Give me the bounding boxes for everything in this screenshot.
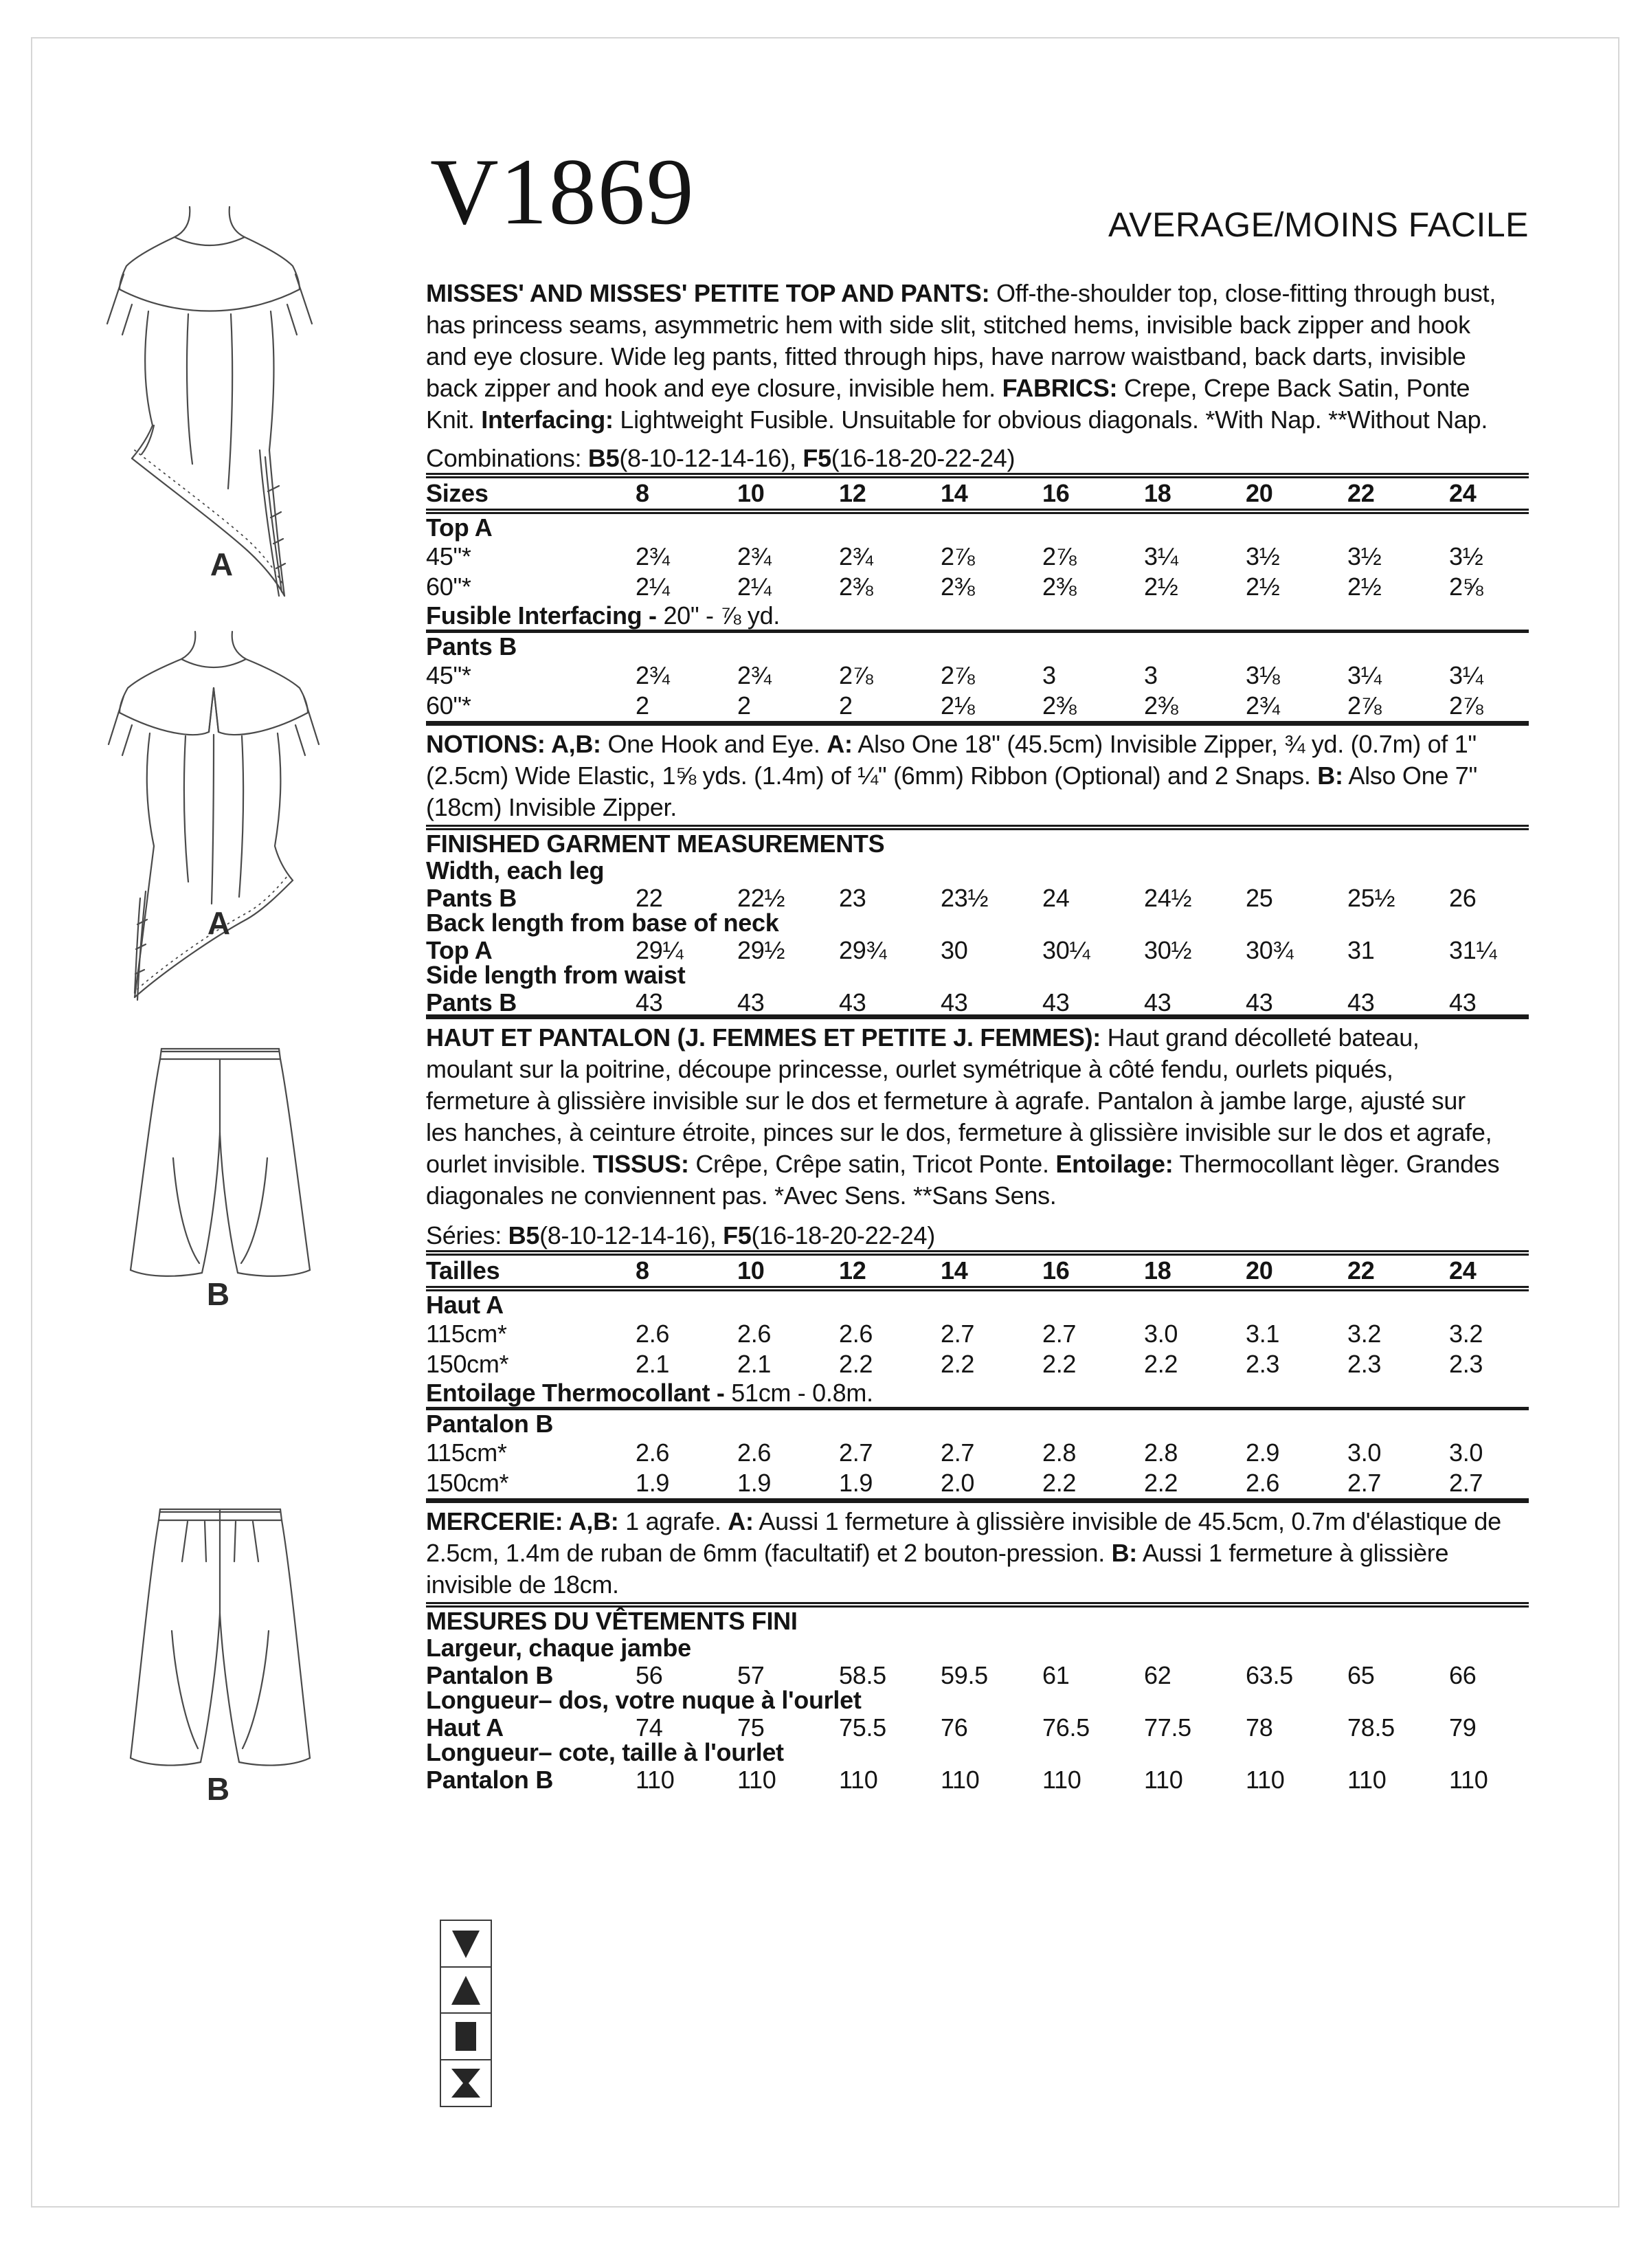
measurement-value: 63.5: [1246, 1661, 1293, 1689]
yardage-row: [426, 1319, 1529, 1349]
symbol-box: [440, 2059, 492, 2107]
size-header-cell: 24: [1449, 479, 1477, 507]
measurement-row-label: Top A: [426, 936, 493, 964]
finished-section: [426, 910, 1529, 962]
yardage-cell: 2.3: [1246, 1350, 1280, 1378]
yardage-cell: 150cm*: [426, 1350, 509, 1378]
figure-type-symbols: [440, 1920, 492, 2107]
view-label-pants-front: B: [206, 1276, 231, 1312]
rectangle-icon: [450, 2021, 482, 2052]
measurement-row-label: Pantalon B: [426, 1661, 554, 1689]
measurement-value: 110: [1246, 1766, 1285, 1794]
measurement-label: Width, each leg: [426, 856, 605, 885]
yardage-cell: 2.0: [941, 1469, 975, 1497]
size-header-cell: 10: [737, 1256, 765, 1285]
size-header-cell: 22: [1347, 479, 1375, 507]
finished-measurements-sections: [426, 858, 1529, 1014]
yardage-cell: 2.6: [839, 1320, 873, 1348]
measurement-label: Longueur– dos, votre nuque à l'ourlet: [426, 1686, 862, 1714]
size-header-cell: Sizes: [426, 479, 489, 507]
measurement-value: 29½: [737, 936, 785, 964]
measurement-value: 31¼: [1449, 936, 1497, 964]
measurement-value: 43: [1449, 988, 1477, 1016]
pants-b-back-illustration: [122, 1504, 318, 1773]
measurement-value: 65: [1347, 1661, 1375, 1689]
symbol-box: [440, 1966, 492, 2014]
measurement-value: 76: [941, 1713, 968, 1742]
measurement-value: 43: [636, 988, 663, 1016]
size-header-cell: 8: [636, 1256, 649, 1285]
divider-rule: [426, 1498, 1529, 1503]
finished-section: [426, 962, 1529, 1014]
yardage-cell: 2⅛: [941, 691, 975, 720]
measurement-value: 75.5: [839, 1713, 886, 1742]
yardage-cell: 2¾: [1246, 691, 1280, 720]
section-title-pantalon-b: Pantalon B: [426, 1410, 554, 1438]
yardage-cell: 3.0: [1144, 1320, 1178, 1348]
pantalon-b-yardage-rows: [426, 1438, 1529, 1498]
measurement-value: 23: [839, 884, 866, 912]
yardage-cell: 2.2: [941, 1350, 975, 1378]
yardage-cell: 3¼: [1449, 661, 1483, 689]
divider-rule: [426, 509, 1529, 514]
yardage-row: [426, 1468, 1529, 1498]
measurement-value: 66: [1449, 1661, 1477, 1689]
triangle-down-icon: [450, 1928, 482, 1959]
yardage-cell: 1.9: [839, 1469, 873, 1497]
measurement-value: 43: [941, 988, 968, 1016]
measurement-value: 43: [839, 988, 866, 1016]
yardage-cell: 2½: [1144, 572, 1178, 601]
size-header-cell: 16: [1042, 479, 1070, 507]
yardage-cell: 2⅞: [1042, 542, 1077, 570]
measurement-row-label: Haut A: [426, 1713, 504, 1742]
size-header-cell: 18: [1144, 479, 1171, 507]
section-title-haut-a: Haut A: [426, 1291, 504, 1319]
yardage-cell: 115cm*: [426, 1320, 507, 1348]
finished-measurements-title: FINISHED GARMENT MEASUREMENTS: [426, 830, 885, 858]
measurement-value: 26: [1449, 884, 1477, 912]
section-title-pants-b: Pants B: [426, 632, 517, 660]
measurement-row-label: Pants B: [426, 988, 517, 1016]
measurement-value: 62: [1144, 1661, 1171, 1689]
view-label-pants-back: B: [206, 1771, 231, 1807]
yardage-cell: 2⅞: [1449, 691, 1483, 720]
yardage-cell: 2¼: [636, 572, 670, 601]
yardage-row: [426, 1438, 1529, 1468]
yardage-cell: 2.2: [1144, 1350, 1178, 1378]
yardage-row: [426, 660, 1529, 691]
measurement-label: Largeur, chaque jambe: [426, 1634, 691, 1662]
yardage-cell: 3.2: [1347, 1320, 1382, 1348]
haut-a-yardage-rows: [426, 1319, 1529, 1379]
interfacing-note: Fusible Interfacing - 20" - ⅞ yd.: [426, 601, 781, 630]
measurement-row-label: Pantalon B: [426, 1766, 554, 1794]
yardage-cell: 2.6: [636, 1320, 670, 1348]
pants-b-front-illustration: [122, 1045, 318, 1282]
yardage-cell: 2.3: [1347, 1350, 1382, 1378]
measurement-value: 110: [1144, 1766, 1183, 1794]
divider-rule: [426, 1250, 1529, 1256]
difficulty-level: AVERAGE/MOINS FACILE: [1108, 205, 1529, 244]
measurement-value: 23½: [941, 884, 989, 912]
measurement-row: [426, 988, 1529, 1014]
yardage-cell: 60"*: [426, 691, 471, 720]
yardage-cell: 2.8: [1042, 1438, 1077, 1467]
yardage-cell: 2¾: [636, 661, 670, 689]
measurement-value: 57: [737, 1661, 765, 1689]
yardage-cell: 2¾: [737, 542, 772, 570]
yardage-cell: 45"*: [426, 542, 471, 570]
yardage-cell: 3½: [1246, 542, 1280, 570]
sizes-header-row: [426, 478, 1529, 509]
view-label-top-front: A: [210, 546, 234, 582]
text-column: [426, 278, 1529, 1792]
yardage-cell: 2: [839, 691, 853, 720]
divider-rule: [426, 721, 1529, 726]
entoilage-note: Entoilage Thermocollant - 51cm - 0.8m.: [426, 1379, 873, 1407]
yardage-cell: 3¼: [1144, 542, 1178, 570]
tailles-header-row: [426, 1256, 1529, 1286]
yardage-cell: 2.6: [636, 1438, 670, 1467]
combinations-line: Combinations: B5(8-10-12-14-16), F5(16-18-20-22-24): [426, 444, 1016, 472]
yardage-cell: 3¼: [1347, 661, 1382, 689]
measurement-value: 110: [1347, 1766, 1387, 1794]
pants-b-yardage-rows: [426, 660, 1529, 721]
measurement-value: 43: [1347, 988, 1375, 1016]
yardage-cell: 3: [1042, 661, 1056, 689]
measurement-value: 74: [636, 1713, 663, 1742]
measurement-value: 43: [1246, 988, 1273, 1016]
measurement-value: 29¾: [839, 936, 887, 964]
measurement-value: 24: [1042, 884, 1070, 912]
measurement-value: 110: [941, 1766, 980, 1794]
yardage-cell: 1.9: [737, 1469, 772, 1497]
size-header-cell: 14: [941, 1256, 968, 1285]
yardage-cell: 2.7: [941, 1438, 975, 1467]
notions-english: NOTIONS: A,B: One Hook and Eye. A: Also One 18" (45.5cm) Invisible Zipper, ¾ yd. (0.7m) of 1" (2.5cm) Wide Elastic, 1⅝ yds. (1.4m) of ¼" (6mm) Ribbon (Optional) and 2 Snaps. B: Also One 7" (18cm) Invisible Zipper.: [426, 730, 1477, 821]
measurement-value: 29¼: [636, 936, 684, 964]
yardage-cell: 2⅜: [1042, 572, 1077, 601]
yardage-cell: 2½: [1246, 572, 1280, 601]
yardage-cell: 2.9: [1246, 1438, 1280, 1467]
yardage-cell: 2.2: [839, 1350, 873, 1378]
measurement-value: 110: [1449, 1766, 1488, 1794]
yardage-cell: 3½: [1347, 542, 1382, 570]
size-header-cell: 12: [839, 479, 866, 507]
yardage-cell: 150cm*: [426, 1469, 509, 1497]
measurement-label: Back length from base of neck: [426, 909, 779, 937]
measurement-row: [426, 884, 1529, 910]
top-a-yardage-rows: [426, 542, 1529, 602]
measurement-row: [426, 1766, 1529, 1792]
measurement-value: 79: [1449, 1713, 1477, 1742]
yardage-cell: 45"*: [426, 661, 471, 689]
yardage-cell: 2.7: [839, 1438, 873, 1467]
measurement-value: 31: [1347, 936, 1375, 964]
measurement-value: 22: [636, 884, 663, 912]
yardage-row: [426, 572, 1529, 602]
measurement-value: 61: [1042, 1661, 1070, 1689]
size-header-cell: 20: [1246, 1256, 1273, 1285]
yardage-cell: 2.1: [737, 1350, 772, 1378]
mesures-section: [426, 1739, 1529, 1792]
measurement-label: Longueur– cote, taille à l'ourlet: [426, 1738, 784, 1766]
mesures-section: [426, 1635, 1529, 1687]
yardage-cell: 3.1: [1246, 1320, 1280, 1348]
measurement-label: Side length from waist: [426, 961, 686, 989]
yardage-cell: 2⅞: [1347, 691, 1382, 720]
yardage-cell: 2.6: [737, 1320, 772, 1348]
finished-section: [426, 858, 1529, 910]
yardage-cell: 3½: [1449, 542, 1483, 570]
size-header-cell: 12: [839, 1256, 866, 1285]
yardage-row: [426, 1349, 1529, 1379]
mesures-section: [426, 1686, 1529, 1742]
measurement-value: 30½: [1144, 936, 1192, 964]
measurement-value: 75: [737, 1713, 765, 1742]
yardage-cell: 2.2: [1144, 1469, 1178, 1497]
size-header-cell: 14: [941, 479, 968, 507]
yardage-cell: 2⅞: [839, 661, 873, 689]
yardage-cell: 2.6: [1246, 1469, 1280, 1497]
size-header-cell: 24: [1449, 1256, 1477, 1285]
measurement-value: 56: [636, 1661, 663, 1689]
yardage-cell: 2.6: [737, 1438, 772, 1467]
section-title-top-a: Top A: [426, 513, 493, 542]
yardage-cell: 2.7: [1042, 1320, 1077, 1348]
yardage-cell: 2¾: [636, 542, 670, 570]
yardage-cell: 2.7: [1449, 1469, 1483, 1497]
measurement-row: [426, 1713, 1529, 1742]
yardage-cell: 2.7: [941, 1320, 975, 1348]
yardage-cell: 2¼: [737, 572, 772, 601]
yardage-cell: 2.1: [636, 1350, 670, 1378]
measurement-value: 43: [737, 988, 765, 1016]
yardage-row: [426, 542, 1529, 572]
measurement-value: 110: [737, 1766, 776, 1794]
yardage-cell: 3⅛: [1246, 661, 1280, 689]
measurement-value: 76.5: [1042, 1713, 1090, 1742]
measurement-value: 110: [636, 1766, 675, 1794]
measurement-value: 25½: [1347, 884, 1395, 912]
yardage-row: [426, 691, 1529, 721]
size-header-cell: 10: [737, 479, 765, 507]
measurement-value: 110: [839, 1766, 878, 1794]
mesures-sections: [426, 1635, 1529, 1792]
symbol-box: [440, 2012, 492, 2060]
yardage-cell: 2⅜: [1042, 691, 1077, 720]
size-header-cell: 18: [1144, 1256, 1171, 1285]
yardage-cell: 3: [1144, 661, 1158, 689]
size-header-cell: 16: [1042, 1256, 1070, 1285]
measurement-value: 30¼: [1042, 936, 1090, 964]
mercerie-french: MERCERIE: A,B: 1 agrafe. A: Aussi 1 fermeture à glissière invisible de 45.5cm, 0.7m d'élastique de 2.5cm, 1.4m de ruban de 6mm (facultatif) et 2 bouton-pression. B: Aussi 1 fermeture à glissière invisible de 18cm.: [426, 1507, 1501, 1599]
measurement-value: 78: [1246, 1713, 1273, 1742]
yardage-cell: 2.2: [1042, 1469, 1077, 1497]
yardage-cell: 2: [636, 691, 649, 720]
top-a-back-illustration: [77, 629, 348, 1010]
yardage-cell: 3.0: [1449, 1438, 1483, 1467]
measurement-value: 110: [1042, 1766, 1081, 1794]
measurement-value: 59.5: [941, 1661, 988, 1689]
yardage-cell: 60"*: [426, 572, 471, 601]
yardage-cell: 2.3: [1449, 1350, 1483, 1378]
measurement-row-label: Pants B: [426, 884, 517, 912]
measurement-row: [426, 1661, 1529, 1687]
size-header-cell: 20: [1246, 479, 1273, 507]
divider-rule: [426, 473, 1529, 478]
yardage-cell: 2⅞: [941, 542, 975, 570]
yardage-cell: 3.0: [1347, 1438, 1382, 1467]
measurement-value: 25: [1246, 884, 1273, 912]
symbol-box: [440, 1920, 492, 1968]
yardage-cell: 2⅜: [941, 572, 975, 601]
description-french: HAUT ET PANTALON (J. FEMMES ET PETITE J. FEMMES): Haut grand décolleté bateau, moulant sur la poitrine, découpe princesse, ourlet symétrique à côté fendu, ourlets piqués, fermeture à glissière invisible sur le dos et fermeture à agrafe. Pantalon à jambe large, ajusté sur les hanches, à ceinture étroite, pinces sur le dos, fermeture à glissière invisible sur le dos et agrafe, ourlet invisible. TISSUS: Crêpe, Crêpe satin, Tricot Ponte. Entoilage: Thermocollant lèger. Grandes diagonales ne conviennent pas. *Avec Sens. **Sans Sens.: [426, 1023, 1500, 1210]
yardage-cell: 2.8: [1144, 1438, 1178, 1467]
yardage-cell: 2⅜: [839, 572, 873, 601]
size-header-cell: Tailles: [426, 1256, 500, 1285]
measurement-value: 24½: [1144, 884, 1192, 912]
measurement-value: 43: [1144, 988, 1171, 1016]
hourglass-icon: [450, 2067, 482, 2099]
size-header-cell: 22: [1347, 1256, 1375, 1285]
size-header-cell: 8: [636, 479, 649, 507]
yardage-cell: 2½: [1347, 572, 1382, 601]
yardage-cell: 2⅞: [941, 661, 975, 689]
measurement-row: [426, 936, 1529, 962]
pattern-number: V1869: [430, 139, 695, 244]
series-line: Séries: B5(8-10-12-14-16), F5(16-18-20-22-24): [426, 1221, 935, 1249]
measurement-value: 78.5: [1347, 1713, 1395, 1742]
divider-rule: [426, 1286, 1529, 1291]
measurement-value: 30¾: [1246, 936, 1294, 964]
yardage-cell: 115cm*: [426, 1438, 507, 1467]
yardage-cell: 2⅝: [1449, 572, 1483, 601]
yardage-cell: 2.7: [1347, 1469, 1382, 1497]
mesures-title: MESURES DU VÊTEMENTS FINI: [426, 1607, 798, 1635]
yardage-cell: 2¾: [737, 661, 772, 689]
view-label-top-back: A: [207, 905, 232, 941]
description-english: MISSES' AND MISSES' PETITE TOP AND PANTS: Off-the-shoulder top, close-fitting through bust, has princess seams, asymmetric hem with side slit, stitched hems, invisible back zipper and hook and eye closure. Wide leg pants, fitted through hips, have narrow waistband, back darts, invisible back zipper and hook and eye closure, invisible hem. FABRICS: Crepe, Crepe Back Satin, Ponte Knit. Interfacing: Lightweight Fusible. Unsuitable for obvious diagonals. *With Nap. **Without Nap.: [426, 279, 1496, 434]
yardage-cell: 1.9: [636, 1469, 670, 1497]
measurement-value: 43: [1042, 988, 1070, 1016]
triangle-up-icon: [450, 1975, 482, 2006]
yardage-cell: 2¾: [839, 542, 873, 570]
measurement-value: 77.5: [1144, 1713, 1191, 1742]
yardage-cell: 3.2: [1449, 1320, 1483, 1348]
measurement-value: 30: [941, 936, 968, 964]
measurement-value: 58.5: [839, 1661, 886, 1689]
measurement-value: 22½: [737, 884, 785, 912]
yardage-cell: 2⅜: [1144, 691, 1178, 720]
yardage-cell: 2.2: [1042, 1350, 1077, 1378]
yardage-cell: 2: [737, 691, 751, 720]
